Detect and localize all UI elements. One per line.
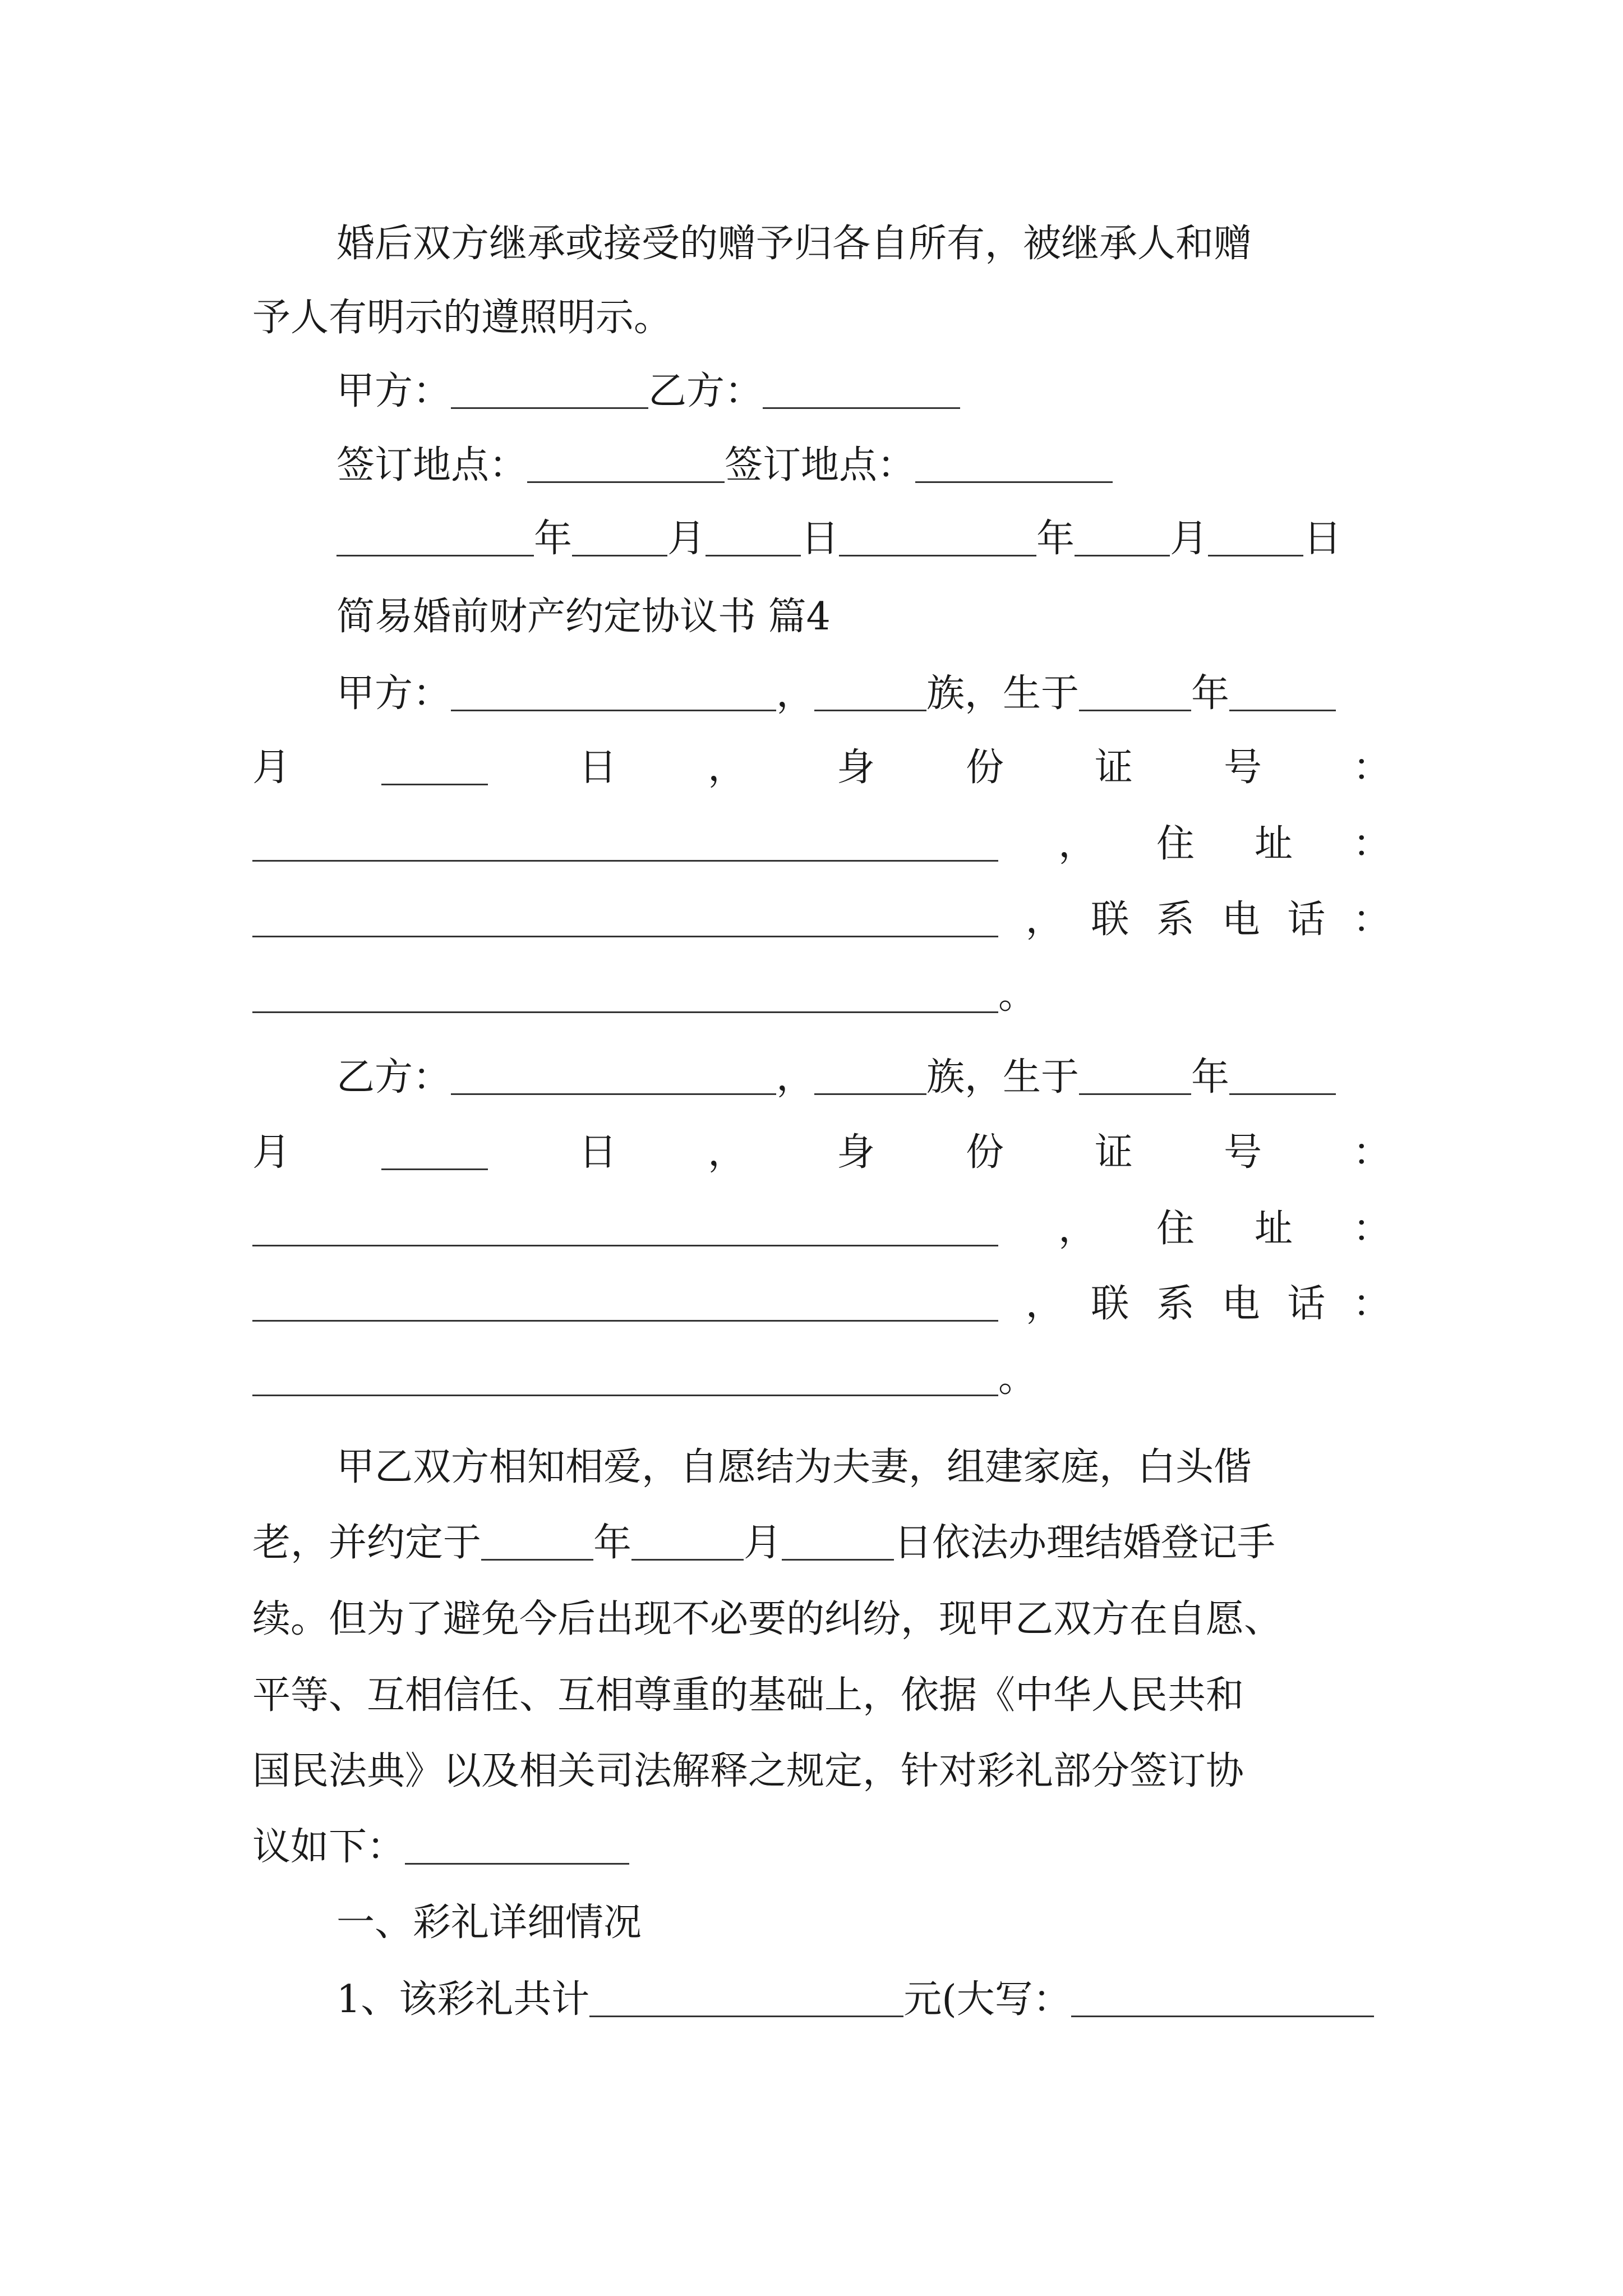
ethnic-label: 族，生于 <box>926 671 1080 716</box>
amount-blank <box>589 1982 903 2017</box>
ethnic-blank <box>814 1060 926 1095</box>
party-a-label: 甲方： <box>336 671 451 716</box>
heading-text: 简易婚前财产约定协议书 篇4 <box>336 595 831 639</box>
day-label: 日 <box>578 746 617 790</box>
id-number-blank <box>252 1212 998 1246</box>
comma: ， <box>1025 898 1064 942</box>
day-b-blank <box>1208 522 1303 556</box>
party-a-line-4 <box>252 889 1391 951</box>
phone-char: ： <box>1352 1282 1391 1326</box>
phone-char: 系 <box>1156 898 1195 942</box>
comma: ， <box>776 671 815 716</box>
phone-char: 联 <box>1091 1282 1129 1326</box>
text: 国民法典》以及相关司法解释之规定，针对彩礼部分签订协 <box>252 1749 1244 1793</box>
comma: ， <box>707 746 746 790</box>
month-b-blank <box>1075 522 1170 556</box>
birth-day-blank <box>381 751 488 785</box>
birth-year-blank <box>1079 1060 1191 1095</box>
party-b-line-1 <box>336 1047 1391 1108</box>
day-a-label: 日 <box>801 517 840 561</box>
month-label: 月 <box>252 1130 291 1175</box>
party-a-line-3 <box>252 813 1391 875</box>
party-b-line-2 <box>252 1122 1391 1184</box>
marriage-month-blank <box>631 1526 744 1561</box>
party-b-label: 乙方： <box>648 369 763 413</box>
month-a-blank <box>572 522 667 556</box>
id-char: 号 <box>1223 746 1262 790</box>
paragraph-line <box>252 287 1391 349</box>
day-b-label: 日 <box>1303 517 1342 561</box>
party-b-blank <box>763 374 960 409</box>
birth-month-blank <box>1229 677 1336 711</box>
phone-char: 电 <box>1221 1282 1260 1326</box>
paragraph-line <box>252 1665 1391 1727</box>
signature-date-line <box>336 508 1475 570</box>
id-char: 号 <box>1223 1130 1262 1175</box>
place-a-blank <box>527 448 725 483</box>
text: 老，并约定于 <box>252 1521 482 1565</box>
year-b-label: 年 <box>1036 517 1075 561</box>
phone-blank <box>252 978 998 1013</box>
text: 日依法办理结婚登记手 <box>894 1521 1276 1565</box>
birth-day-blank <box>381 1135 488 1170</box>
ethnic-label: 族，生于 <box>926 1055 1080 1099</box>
paragraph-line <box>336 1437 1391 1498</box>
item-text: 1、该彩礼共计 <box>336 1977 590 2022</box>
phone-char: 系 <box>1156 1282 1195 1326</box>
paragraph-line <box>252 1741 1391 1802</box>
place-b-blank <box>915 448 1113 483</box>
section-heading <box>336 586 1475 648</box>
party-a-line-1 <box>336 663 1391 725</box>
year-label: 年 <box>1191 671 1230 716</box>
party-b-label: 乙方： <box>336 1055 451 1099</box>
phone-char: 话 <box>1287 1282 1326 1326</box>
id-char: 身 <box>836 1130 875 1175</box>
year-a-label: 年 <box>534 517 573 561</box>
text: 婚后双方继承或接受的赠予归各自所有，被继承人和赠 <box>336 222 1252 266</box>
text: 甲乙双方相知相爱，自愿结为夫妻，组建家庭，白头偕 <box>336 1445 1252 1489</box>
phone-blank <box>252 1361 998 1396</box>
section-title <box>336 1892 1475 1954</box>
phone-char: 电 <box>1221 898 1260 942</box>
phone-char: ： <box>1352 898 1391 942</box>
signature-parties-line <box>336 361 1475 422</box>
id-char: 身 <box>836 746 875 790</box>
month-b-label: 月 <box>1170 517 1209 561</box>
id-char: 份 <box>965 1130 1004 1175</box>
comma: ， <box>1025 1282 1064 1326</box>
phone-char: 话 <box>1287 898 1326 942</box>
party-b-line-3 <box>252 1198 1391 1260</box>
year-a-blank <box>336 522 534 556</box>
section-title-text: 一、彩礼详细情况 <box>336 1901 642 1945</box>
id-char: ： <box>1352 746 1391 790</box>
id-number-blank <box>252 827 998 862</box>
period: 。 <box>998 973 1037 1018</box>
party-b-line-5 <box>252 1348 1391 1410</box>
amount-words-blank <box>1071 1982 1374 2017</box>
party-b-line-4 <box>252 1273 1391 1335</box>
comma: ， <box>776 1055 815 1099</box>
period: 。 <box>998 1356 1037 1401</box>
day-a-blank <box>706 522 801 556</box>
birth-year-blank <box>1079 677 1191 711</box>
month-label: 月 <box>252 746 291 790</box>
party-a-label: 甲方： <box>336 369 451 413</box>
item-line <box>336 1969 1391 2031</box>
address-blank <box>252 903 998 937</box>
item-text: 元(大写： <box>903 1977 1071 2022</box>
party-a-line-5 <box>252 965 1391 1027</box>
address-char: ： <box>1352 1207 1391 1251</box>
address-char: ： <box>1352 822 1391 866</box>
day-label: 日 <box>578 1130 617 1175</box>
agreement-blank <box>405 1830 629 1865</box>
address-blank <box>252 1287 998 1322</box>
text: 平等、互相信任、互相尊重的基础上，依据《中华人民共和 <box>252 1673 1244 1718</box>
address-char: 住 <box>1156 822 1195 866</box>
phone-char: 联 <box>1091 898 1129 942</box>
signature-place-line <box>336 435 1475 496</box>
address-char: 住 <box>1156 1207 1195 1251</box>
id-char: 份 <box>965 746 1004 790</box>
address-char: 址 <box>1254 1207 1293 1251</box>
place-a-label: 签订地点： <box>336 443 528 487</box>
marriage-day-blank <box>782 1526 894 1561</box>
paragraph-line <box>252 1589 1391 1650</box>
comma: ， <box>707 1130 746 1175</box>
party-a-line-2 <box>252 737 1391 799</box>
paragraph-line <box>252 1816 1391 1878</box>
marriage-year-blank <box>481 1526 593 1561</box>
comma: ， <box>1058 822 1096 866</box>
month-a-label: 月 <box>667 517 706 561</box>
paragraph-line <box>336 213 1391 275</box>
paragraph-line <box>252 1512 1391 1574</box>
address-char: 址 <box>1254 822 1293 866</box>
text: 予人有明示的遵照明示。 <box>252 296 672 340</box>
id-char: 证 <box>1094 1130 1133 1175</box>
id-char: ： <box>1352 1130 1391 1175</box>
text: 议如下： <box>252 1825 405 1869</box>
ethnic-blank <box>814 677 926 711</box>
name-blank <box>451 1060 776 1095</box>
birth-month-blank <box>1229 1060 1336 1095</box>
year-label: 年 <box>593 1521 632 1565</box>
comma: ， <box>1058 1207 1096 1251</box>
text: 续。但为了避免今后出现不必要的纠纷，现甲乙双方在自愿、 <box>252 1597 1283 1641</box>
id-char: 证 <box>1094 746 1133 790</box>
month-label: 月 <box>744 1521 782 1565</box>
year-label: 年 <box>1191 1055 1230 1099</box>
place-b-label: 签订地点： <box>725 443 916 487</box>
name-blank <box>451 677 776 711</box>
party-a-blank <box>451 374 648 409</box>
year-b-blank <box>839 522 1036 556</box>
